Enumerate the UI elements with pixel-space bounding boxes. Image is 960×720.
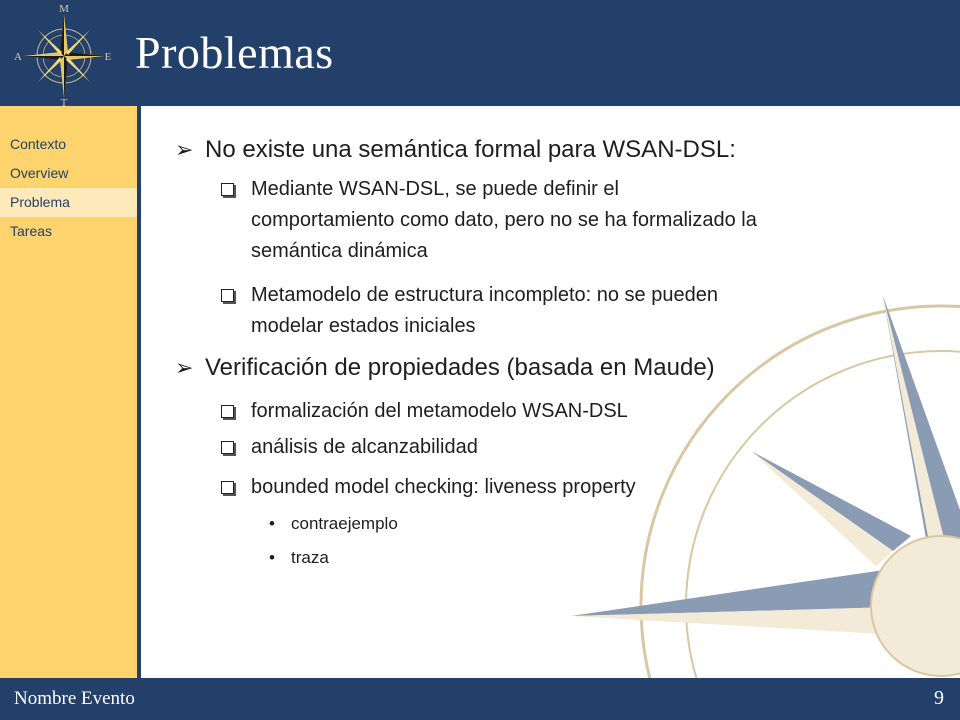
slide-title: Problemas (135, 27, 334, 78)
compass-south-letter: T (60, 97, 68, 106)
bullet-text-line: comportamiento como dato, pero no se ha formalizado la (251, 209, 757, 231)
compass-north-letter: M (59, 3, 69, 15)
bullet-level2 (221, 280, 718, 342)
square-bullet-icon (221, 183, 234, 196)
square-bullet-icon (221, 289, 234, 302)
bullet-text: contraejemplo (291, 514, 398, 533)
bullet-dot: • (269, 514, 275, 533)
bullet-level2 (221, 472, 636, 503)
bullet-text: bounded model checking: liveness property (251, 476, 636, 498)
sidebar-item-overview[interactable]: Overview (10, 165, 69, 181)
bullet-text-line: Metamodelo de estructura incompleto: no se pueden (251, 284, 718, 306)
bullet-level2 (221, 432, 478, 463)
bullet-text: formalización del metamodelo WSAN-DSL (251, 400, 628, 422)
bullet-text: No existe una semántica formal para WSAN-DSL: (205, 136, 736, 163)
square-bullet-icon (221, 481, 234, 494)
footer-event-name: Nombre Evento (14, 688, 135, 709)
compass-west-letter: A (14, 51, 22, 63)
bullet-level2 (221, 174, 757, 267)
bullet-level2 (221, 396, 628, 427)
sidebar-item-problema[interactable]: Problema (0, 188, 137, 217)
bullet-text: Verificación de propiedades (basada en Maude) (205, 354, 715, 381)
arrow-icon: ➢ (175, 355, 194, 380)
sidebar-item-contexto[interactable]: Contexto (10, 136, 67, 152)
bullet-level1 (175, 136, 736, 164)
bullet-text: análisis de alcanzabilidad (251, 436, 478, 458)
bullet-dot: • (269, 548, 275, 567)
bullet-level1 (175, 354, 715, 382)
square-bullet-icon (221, 405, 234, 418)
slide-content (141, 106, 960, 678)
bullet-level3 (269, 548, 329, 568)
bullet-text-line: semántica dinámica (251, 240, 428, 262)
compass-east-letter: E (104, 51, 112, 63)
bullet-text-line: Mediante WSAN-DSL, se puede definir el (251, 178, 619, 200)
square-bullet-icon (221, 441, 234, 454)
bullet-level3 (269, 514, 398, 534)
bullet-text-line: modelar estados iniciales (251, 315, 476, 337)
page-number: 9 (934, 687, 944, 709)
sidebar-nav (0, 130, 137, 246)
compass-logo (0, 0, 130, 106)
sidebar-item-tareas[interactable]: Tareas (10, 223, 53, 239)
footer-bar (0, 678, 960, 720)
title-bar (0, 0, 960, 106)
bullet-text: traza (291, 548, 329, 567)
arrow-icon: ➢ (175, 137, 194, 162)
